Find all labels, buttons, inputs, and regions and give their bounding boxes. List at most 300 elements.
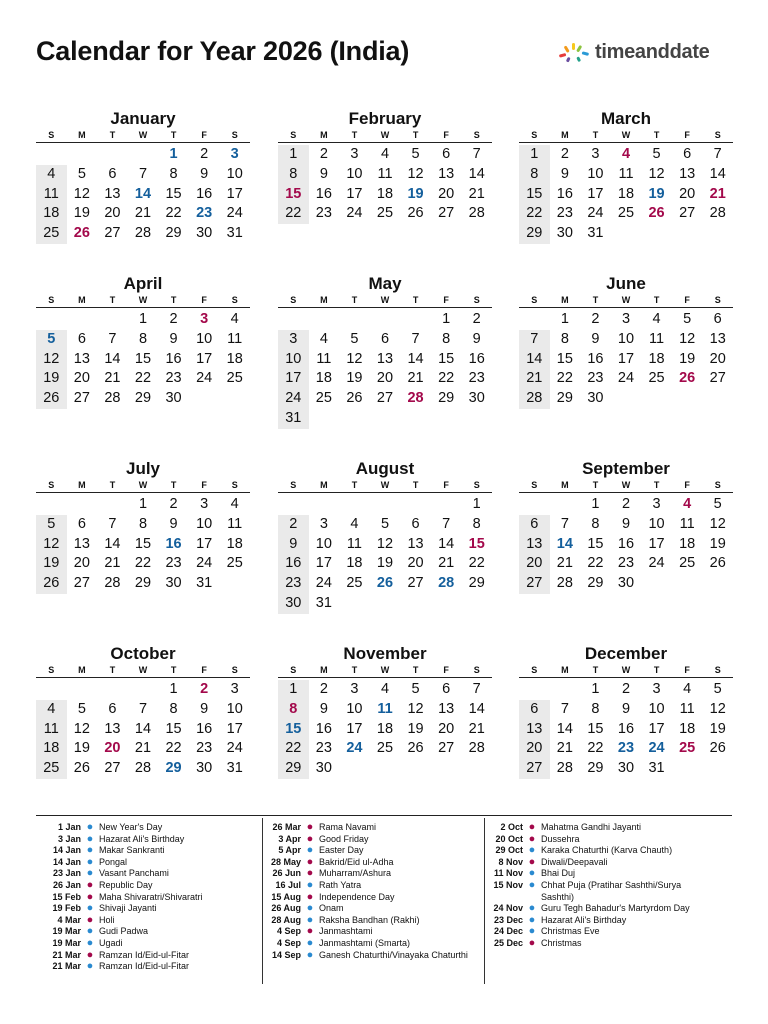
- holiday-name: Dussehra: [541, 833, 580, 844]
- month-february: [278, 108, 492, 224]
- holiday-item: [36, 950, 256, 962]
- day-cell: 1: [278, 680, 309, 700]
- day-cell: 7: [519, 330, 550, 350]
- day-cell: 2: [472, 311, 481, 327]
- day-cell: 17: [278, 369, 309, 389]
- day-cell: 9: [472, 330, 481, 347]
- day-cell: 6: [108, 700, 117, 717]
- day-cell: 7: [411, 330, 420, 347]
- day-cell: 9: [319, 165, 328, 182]
- day-cell: 23: [617, 555, 635, 572]
- day-cell: 2: [319, 681, 328, 697]
- day-cell: 24: [315, 575, 332, 592]
- empty-cell: [339, 409, 370, 429]
- day-cell: 4: [36, 700, 67, 720]
- month-name: January: [110, 109, 176, 128]
- day-cell: 14: [709, 165, 726, 182]
- day-cell: 31: [648, 760, 665, 777]
- weekday-label: T: [653, 480, 660, 490]
- day-cell: 3: [591, 146, 600, 162]
- empty-cell: [461, 594, 492, 614]
- bullet-icon: ●: [528, 867, 536, 880]
- holiday-name: Guru Tegh Bahadur's Martyrdom Day: [541, 903, 690, 914]
- day-cell: 25: [36, 759, 67, 779]
- holiday-name: Ganesh Chaturthi/Vinayaka Chaturthi: [319, 949, 468, 960]
- holiday-date: 16 Jul: [275, 879, 301, 890]
- holiday-item: [36, 915, 256, 927]
- holiday-item: [256, 857, 476, 869]
- holiday-name: Easter Day: [319, 845, 364, 856]
- weekday-label: W: [621, 130, 631, 140]
- weekday-label: S: [531, 295, 538, 305]
- day-cell: 25: [226, 370, 243, 387]
- day-cell: 18: [617, 185, 635, 202]
- month-name: February: [348, 109, 422, 128]
- day-cell: 20: [104, 205, 121, 222]
- day-cell: 3: [652, 681, 661, 697]
- day-cell: 20: [407, 555, 424, 572]
- day-cell: 6: [380, 330, 390, 347]
- day-cell: 1: [560, 311, 569, 327]
- day-cell: 14: [134, 720, 152, 737]
- holiday-name: Chhat Puja (Pratihar Sashthi/Surya Sashthi): [541, 879, 682, 902]
- day-cell: 7: [472, 146, 481, 162]
- holiday-item: [256, 834, 476, 846]
- day-cell: 4: [319, 330, 328, 347]
- day-cell: 31: [226, 760, 243, 777]
- day-cell: 12: [709, 515, 726, 532]
- day-cell: 19: [73, 740, 90, 757]
- day-cell: 14: [104, 350, 121, 367]
- empty-cell: [339, 495, 370, 515]
- day-cell: 31: [226, 225, 243, 242]
- bullet-icon: ●: [86, 844, 94, 857]
- bullet-icon: ●: [528, 821, 536, 833]
- weekday-label: M: [78, 130, 86, 140]
- month-march: [519, 108, 733, 244]
- empty-cell: [67, 145, 98, 165]
- empty-cell: [128, 680, 159, 700]
- day-cell: 4: [230, 496, 239, 512]
- sunburst-icon: [557, 41, 591, 63]
- day-cell: 3: [278, 330, 309, 350]
- day-cell: 31: [587, 225, 604, 242]
- day-cell: 27: [73, 575, 90, 592]
- day-cell: 16: [278, 554, 309, 574]
- day-cell: 13: [376, 350, 394, 367]
- day-cell: 29: [519, 224, 550, 244]
- weekday-header: [36, 130, 250, 143]
- day-cell: 4: [621, 146, 631, 162]
- day-cell: 26: [73, 760, 90, 777]
- day-cell: 17: [346, 720, 363, 737]
- day-cell: 30: [617, 760, 635, 777]
- weekday-header: [278, 295, 492, 308]
- day-cell: 8: [278, 165, 309, 185]
- day-cell: 25: [315, 390, 332, 407]
- day-cell: 15: [165, 185, 182, 202]
- weekday-label: M: [561, 130, 569, 140]
- day-cell: 2: [200, 146, 209, 162]
- day-cell: 7: [138, 165, 148, 182]
- holiday-item: [478, 822, 708, 834]
- day-cell: 8: [138, 330, 148, 347]
- weekday-label: S: [473, 480, 480, 490]
- day-cell: 7: [138, 700, 148, 717]
- weekday-label: S: [231, 665, 238, 675]
- day-cell: 6: [108, 165, 117, 182]
- empty-cell: [641, 574, 672, 594]
- bullet-icon: ●: [306, 821, 314, 833]
- bullet-icon: ●: [528, 855, 536, 868]
- day-cell: 28: [519, 389, 550, 409]
- day-cell: 27: [407, 575, 424, 592]
- bullet-icon: ●: [86, 878, 94, 891]
- holiday-item: [36, 903, 256, 915]
- weekday-label: F: [201, 665, 207, 675]
- day-cell: 9: [169, 515, 178, 532]
- holiday-name: Bhai Duj: [541, 868, 576, 879]
- bullet-icon: ●: [528, 925, 536, 938]
- day-cell: 6: [713, 311, 722, 327]
- day-cell: 27: [438, 205, 455, 222]
- holiday-column-3: [478, 822, 708, 950]
- day-cell: 16: [315, 720, 332, 737]
- empty-cell: [128, 145, 159, 165]
- holiday-name: Muharram/Ashura: [319, 868, 392, 879]
- day-cell: 28: [104, 575, 121, 592]
- holiday-name: Diwali/Deepavali: [541, 856, 608, 867]
- empty-cell: [309, 495, 340, 515]
- holiday-date: 4 Mar: [57, 914, 81, 925]
- bullet-icon: ●: [306, 948, 314, 961]
- day-cell: 16: [165, 535, 182, 552]
- day-cell: 5: [36, 515, 67, 535]
- holiday-date: 19 Feb: [52, 903, 81, 914]
- holiday-item: [36, 926, 256, 938]
- day-cell: 29: [165, 760, 182, 777]
- day-cell: 8: [169, 700, 178, 717]
- weekday-label: S: [531, 480, 538, 490]
- day-cell: 21: [556, 555, 573, 572]
- day-cell: 2: [621, 681, 631, 697]
- day-cell: 18: [36, 204, 67, 224]
- empty-cell: [370, 495, 401, 515]
- day-grid: [278, 145, 492, 224]
- empty-cell: [219, 574, 250, 594]
- holiday-name: Republic Day: [99, 879, 153, 890]
- day-cell: 21: [468, 720, 485, 737]
- weekday-label: W: [138, 665, 148, 675]
- day-cell: 3: [350, 681, 359, 697]
- day-cell: 6: [77, 515, 86, 532]
- holiday-date: 26 Aug: [271, 903, 301, 914]
- month-name: June: [606, 274, 646, 293]
- day-cell: 21: [556, 740, 573, 757]
- holiday-item: [36, 834, 256, 846]
- bullet-icon: ●: [528, 844, 536, 857]
- day-grid: [278, 310, 492, 429]
- day-cell: 9: [169, 330, 178, 347]
- weekday-header: [278, 480, 492, 493]
- day-cell: 11: [227, 515, 243, 532]
- bullet-icon: ●: [528, 878, 536, 891]
- month-name: April: [123, 274, 163, 293]
- holiday-date: 14 Jan: [52, 856, 81, 867]
- day-cell: 7: [442, 515, 451, 532]
- day-cell: 20: [519, 739, 550, 759]
- day-cell: 18: [679, 535, 696, 552]
- weekday-label: T: [653, 295, 660, 305]
- bullet-icon: ●: [528, 902, 536, 915]
- day-cell: 13: [709, 330, 726, 347]
- day-cell: 19: [709, 535, 726, 552]
- day-cell: 24: [346, 205, 363, 222]
- day-grid: [278, 495, 492, 614]
- weekday-label: S: [531, 665, 538, 675]
- empty-cell: [550, 680, 581, 700]
- weekday-label: T: [109, 295, 116, 305]
- weekday-label: M: [320, 295, 328, 305]
- bullet-icon: ●: [86, 913, 94, 926]
- day-cell: 13: [438, 165, 455, 182]
- day-cell: 27: [679, 205, 696, 222]
- day-cell: 20: [73, 555, 90, 572]
- weekday-label: S: [714, 480, 721, 490]
- weekday-label: S: [290, 130, 297, 140]
- day-cell: 22: [556, 370, 573, 387]
- holiday-date: 19 Mar: [52, 926, 81, 937]
- weekday-label: M: [320, 665, 328, 675]
- weekday-label: T: [170, 295, 177, 305]
- weekday-label: F: [684, 665, 690, 675]
- empty-cell: [97, 145, 128, 165]
- day-cell: 25: [679, 740, 696, 757]
- holiday-item: [256, 950, 476, 962]
- day-cell: 19: [73, 205, 90, 222]
- day-cell: 20: [73, 370, 90, 387]
- month-name: November: [343, 644, 427, 663]
- bullet-icon: ●: [306, 902, 314, 915]
- day-cell: 29: [438, 390, 455, 407]
- day-cell: 2: [200, 681, 209, 697]
- day-cell: 16: [468, 350, 485, 367]
- day-cell: 29: [468, 575, 485, 592]
- day-cell: 9: [200, 700, 209, 717]
- holiday-item: [478, 845, 708, 857]
- day-cell: 26: [407, 740, 424, 757]
- day-cell: 4: [36, 165, 67, 185]
- weekday-label: T: [170, 130, 177, 140]
- day-cell: 3: [319, 515, 328, 532]
- day-cell: 10: [315, 535, 332, 552]
- bullet-icon: ●: [86, 960, 94, 973]
- day-cell: 19: [376, 555, 394, 572]
- day-cell: 28: [134, 225, 152, 242]
- holiday-date: 15 Nov: [493, 879, 523, 890]
- day-grid: [519, 680, 733, 779]
- day-cell: 2: [560, 146, 569, 162]
- weekday-label: S: [714, 295, 721, 305]
- day-cell: 25: [36, 224, 67, 244]
- day-cell: 16: [556, 185, 573, 202]
- weekday-label: W: [380, 295, 390, 305]
- weekday-label: T: [412, 665, 419, 675]
- day-cell: 24: [226, 740, 243, 757]
- day-cell: 30: [587, 390, 604, 407]
- day-cell: 24: [648, 555, 665, 572]
- empty-cell: [370, 759, 401, 779]
- holiday-name: Good Friday: [319, 833, 369, 844]
- day-cell: 6: [411, 515, 420, 532]
- day-cell: 15: [587, 535, 604, 552]
- holiday-date: 5 Apr: [278, 845, 301, 856]
- day-cell: 23: [468, 370, 485, 387]
- day-cell: 28: [134, 760, 152, 777]
- day-cell: 15: [278, 185, 309, 205]
- day-cell: 8: [591, 515, 600, 532]
- page-title: Calendar for Year 2026 (India): [36, 36, 410, 66]
- holiday-date: 8 Nov: [498, 856, 523, 867]
- empty-cell: [67, 680, 98, 700]
- day-cell: 23: [587, 370, 604, 387]
- holiday-item: [478, 834, 708, 846]
- bullet-icon: ●: [306, 844, 314, 857]
- empty-cell: [400, 310, 431, 330]
- day-cell: 24: [346, 740, 363, 757]
- holiday-date: 15 Aug: [271, 891, 301, 902]
- day-cell: 9: [621, 700, 631, 717]
- day-cell: 29: [587, 575, 604, 592]
- day-cell: 11: [377, 165, 393, 182]
- day-cell: 26: [346, 390, 363, 407]
- day-cell: 1: [519, 145, 550, 165]
- holiday-date: 3 Jan: [57, 833, 81, 844]
- day-cell: 15: [134, 535, 152, 552]
- day-cell: 11: [36, 185, 67, 205]
- day-cell: 2: [169, 311, 178, 327]
- day-cell: 22: [587, 740, 604, 757]
- day-cell: 23: [196, 205, 213, 222]
- day-cell: 8: [472, 515, 481, 532]
- day-cell: 28: [556, 575, 573, 592]
- day-cell: 20: [709, 350, 726, 367]
- day-cell: 19: [407, 720, 424, 737]
- empty-cell: [370, 409, 401, 429]
- empty-cell: [400, 759, 431, 779]
- bullet-icon: ●: [306, 878, 314, 891]
- weekday-label: S: [290, 295, 297, 305]
- bullet-icon: ●: [86, 890, 94, 903]
- holiday-date: 26 Mar: [272, 822, 301, 832]
- bullet-icon: ●: [86, 855, 94, 868]
- day-cell: 9: [591, 330, 600, 347]
- day-cell: 14: [438, 535, 455, 552]
- weekday-label: T: [351, 295, 358, 305]
- day-cell: 12: [36, 535, 67, 555]
- day-cell: 9: [560, 165, 569, 182]
- day-cell: 1: [591, 681, 600, 697]
- day-cell: 6: [442, 146, 451, 162]
- day-cell: 22: [134, 370, 152, 387]
- day-cell: 25: [617, 205, 635, 222]
- day-cell: 18: [648, 350, 665, 367]
- day-cell: 30: [278, 594, 309, 614]
- weekday-label: T: [653, 130, 660, 140]
- month-june: [519, 273, 733, 409]
- day-cell: 12: [648, 165, 665, 182]
- weekday-label: T: [170, 480, 177, 490]
- holiday-name: Hazarat Ali's Birthday: [99, 833, 185, 844]
- day-cell: 10: [648, 700, 665, 717]
- day-cell: 9: [319, 700, 328, 717]
- day-cell: 24: [196, 555, 213, 572]
- day-cell: 1: [169, 146, 178, 162]
- day-cell: 19: [709, 720, 726, 737]
- holiday-name: Ramzan Id/Eid-ul-Fitar: [99, 949, 190, 960]
- month-august: [278, 458, 492, 614]
- weekday-label: T: [592, 665, 599, 675]
- month-name: October: [110, 644, 176, 663]
- empty-cell: [400, 409, 431, 429]
- holiday-date: 14 Jan: [52, 845, 81, 856]
- holiday-date: 24 Dec: [493, 926, 523, 937]
- day-cell: 20: [679, 185, 696, 202]
- empty-cell: [672, 574, 703, 594]
- day-cell: 8: [138, 515, 148, 532]
- day-cell: 5: [683, 311, 692, 327]
- day-cell: 11: [649, 330, 665, 347]
- day-cell: 23: [556, 205, 573, 222]
- weekday-label: S: [48, 665, 55, 675]
- day-cell: 3: [230, 146, 239, 162]
- day-cell: 13: [73, 350, 90, 367]
- day-cell: 11: [679, 700, 695, 717]
- day-cell: 18: [226, 350, 243, 367]
- day-cell: 27: [438, 740, 455, 757]
- weekday-header: [36, 665, 250, 678]
- day-grid: [519, 145, 733, 244]
- day-cell: 14: [468, 700, 485, 717]
- holiday-item: [256, 938, 476, 950]
- weekday-label: M: [78, 665, 86, 675]
- day-cell: 21: [104, 555, 121, 572]
- day-cell: 7: [713, 146, 722, 162]
- day-cell: 28: [468, 205, 485, 222]
- empty-cell: [519, 680, 550, 700]
- day-cell: 14: [104, 535, 121, 552]
- day-cell: 17: [648, 535, 665, 552]
- day-cell: 9: [621, 515, 631, 532]
- day-cell: 17: [648, 720, 665, 737]
- day-cell: 12: [73, 720, 90, 737]
- day-cell: 27: [73, 390, 90, 407]
- day-cell: 21: [438, 555, 455, 572]
- holiday-item: [36, 938, 256, 950]
- holiday-item: [256, 926, 476, 938]
- day-cell: 5: [77, 700, 86, 717]
- weekday-label: T: [109, 130, 116, 140]
- holiday-date: 3 Apr: [278, 833, 301, 844]
- weekday-header: [519, 130, 733, 143]
- day-cell: 13: [104, 720, 121, 737]
- day-cell: 13: [73, 535, 90, 552]
- holiday-item: [36, 880, 256, 892]
- day-cell: 16: [617, 720, 635, 737]
- day-cell: 8: [442, 330, 451, 347]
- day-cell: 19: [36, 369, 67, 389]
- day-cell: 7: [108, 330, 117, 347]
